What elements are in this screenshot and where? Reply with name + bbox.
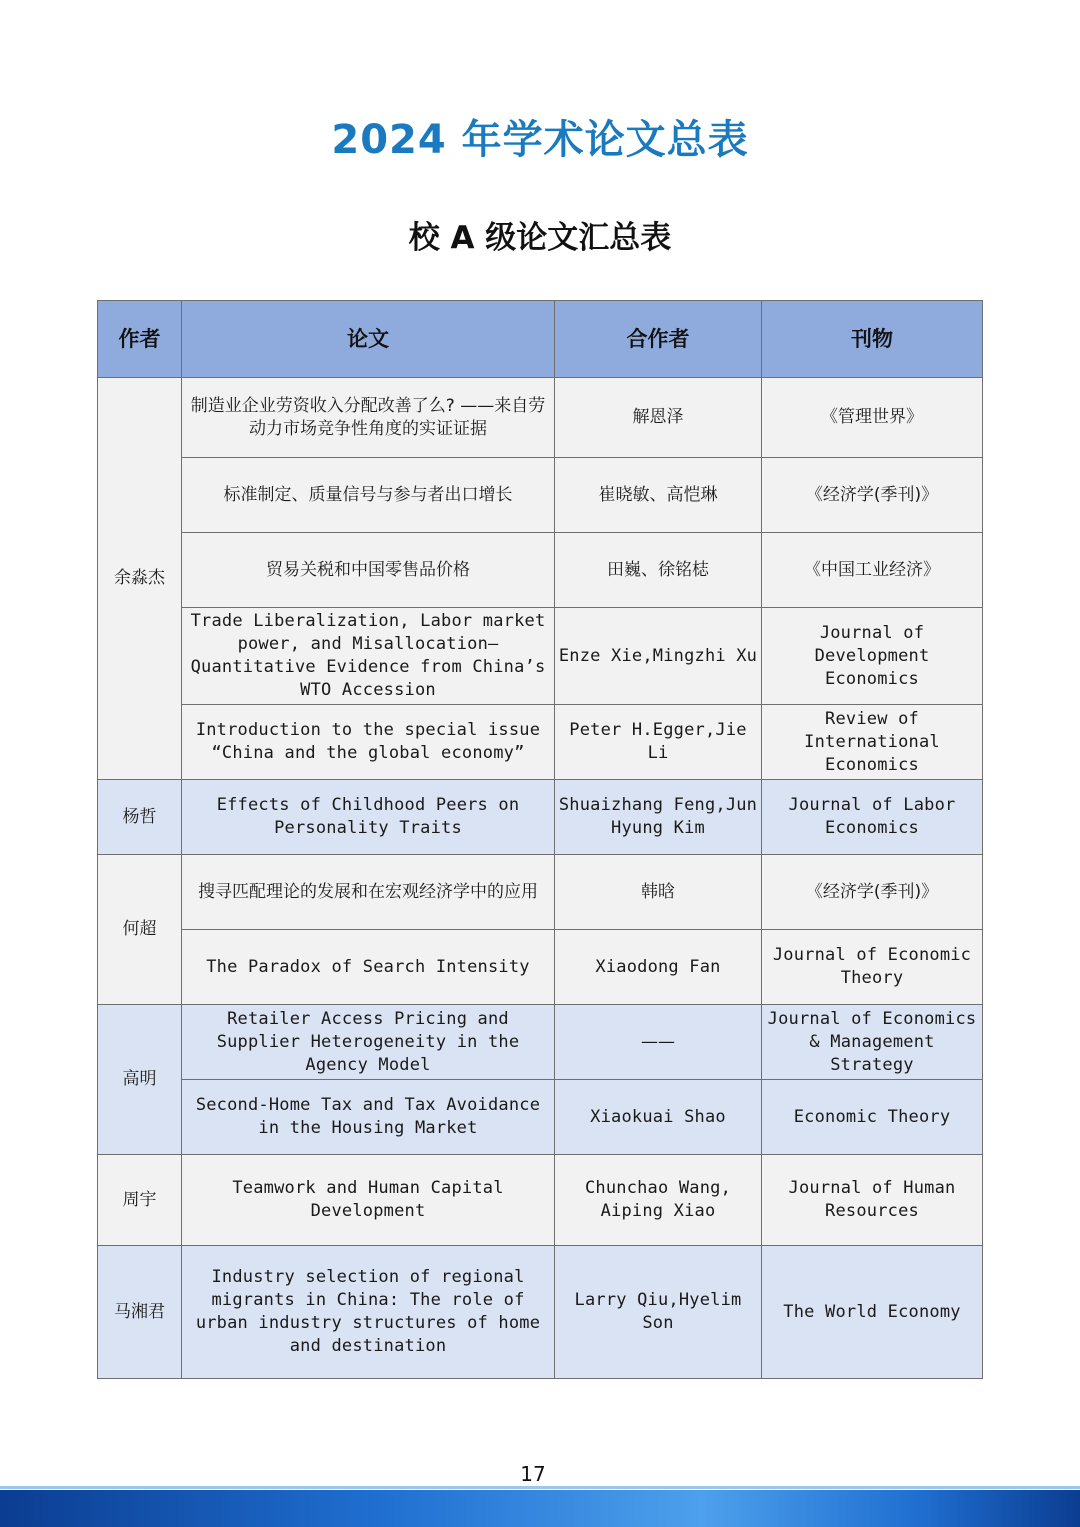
journal-cell: Journal of Economics & Management Strategy bbox=[762, 1005, 983, 1080]
author-cell: 何超 bbox=[98, 855, 182, 1005]
coauthors-cell: 崔晓敏、高恺琳 bbox=[555, 458, 762, 533]
coauthors-cell: Chunchao Wang, Aiping Xiao bbox=[555, 1155, 762, 1246]
table-row bbox=[98, 1246, 983, 1379]
coauthors-cell: —— bbox=[555, 1005, 762, 1080]
table-row bbox=[98, 1080, 983, 1155]
coauthors-cell: Xiaokuai Shao bbox=[555, 1080, 762, 1155]
table-row bbox=[98, 1005, 983, 1080]
coauthors-cell: Xiaodong Fan bbox=[555, 930, 762, 1005]
journal-cell: 《管理世界》 bbox=[762, 378, 983, 458]
table-row bbox=[98, 855, 983, 930]
table-row bbox=[98, 705, 983, 780]
paper-cell: 搜寻匹配理论的发展和在宏观经济学中的应用 bbox=[182, 855, 555, 930]
journal-cell: Journal of Human Resources bbox=[762, 1155, 983, 1246]
journal-cell: Economic Theory bbox=[762, 1080, 983, 1155]
paper-cell: Effects of Childhood Peers on Personality Traits bbox=[182, 780, 555, 855]
journal-cell: Journal of Economic Theory bbox=[762, 930, 983, 1005]
coauthors-cell: 韩晗 bbox=[555, 855, 762, 930]
coauthors-cell: Peter H.Egger,Jie Li bbox=[555, 705, 762, 780]
header-coauthors: 合作者 bbox=[555, 301, 762, 378]
paper-cell: Industry selection of regional migrants in China: The role of urban industry structures of home and destination bbox=[182, 1246, 555, 1379]
paper-cell: Teamwork and Human Capital Development bbox=[182, 1155, 555, 1246]
coauthors-cell: Enze Xie,Mingzhi Xu bbox=[555, 608, 762, 705]
table-row bbox=[98, 533, 983, 608]
table-row bbox=[98, 930, 983, 1005]
header-journal: 刊物 bbox=[762, 301, 983, 378]
author-cell: 高明 bbox=[98, 1005, 182, 1155]
table-row bbox=[98, 1155, 983, 1246]
coauthors-cell: Shuaizhang Feng,Jun Hyung Kim bbox=[555, 780, 762, 855]
journal-cell: Journal of Development Economics bbox=[762, 608, 983, 705]
table-row bbox=[98, 780, 983, 855]
coauthors-cell: 田巍、徐铭梽 bbox=[555, 533, 762, 608]
author-cell: 马湘君 bbox=[98, 1246, 182, 1379]
page-number: 17 bbox=[520, 1462, 546, 1486]
author-cell: 杨哲 bbox=[98, 780, 182, 855]
journal-cell: Journal of Labor Economics bbox=[762, 780, 983, 855]
table-row bbox=[98, 378, 983, 458]
table-row bbox=[98, 608, 983, 705]
journal-cell: 《中国工业经济》 bbox=[762, 533, 983, 608]
footer-gradient-bar bbox=[0, 1490, 1080, 1527]
journal-cell: The World Economy bbox=[762, 1246, 983, 1379]
paper-cell: Trade Liberalization, Labor market power, and Misallocation— Quantitative Evidence from China’s WTO Accession bbox=[182, 608, 555, 705]
paper-cell: The Paradox of Search Intensity bbox=[182, 930, 555, 1005]
coauthors-cell: 解恩泽 bbox=[555, 378, 762, 458]
table-row bbox=[98, 458, 983, 533]
paper-cell: 标准制定、质量信号与参与者出口增长 bbox=[182, 458, 555, 533]
table-header-row bbox=[98, 301, 983, 378]
author-cell: 周宇 bbox=[98, 1155, 182, 1246]
journal-cell: 《经济学(季刊)》 bbox=[762, 855, 983, 930]
journal-cell: Review of International Economics bbox=[762, 705, 983, 780]
table-title: 校 A 级论文汇总表 bbox=[408, 220, 672, 256]
papers-table bbox=[97, 300, 983, 1379]
header-author: 作者 bbox=[98, 301, 182, 378]
header-paper: 论文 bbox=[182, 301, 555, 378]
paper-cell: Introduction to the special issue “China and the global economy” bbox=[182, 705, 555, 780]
paper-cell: Second-Home Tax and Tax Avoidance in the Housing Market bbox=[182, 1080, 555, 1155]
footer-accent-line bbox=[0, 1486, 1080, 1489]
author-cell: 余淼杰 bbox=[98, 378, 182, 780]
paper-cell: 贸易关税和中国零售品价格 bbox=[182, 533, 555, 608]
coauthors-cell: Larry Qiu,Hyelim Son bbox=[555, 1246, 762, 1379]
paper-cell: Retailer Access Pricing and Supplier Heterogeneity in the Agency Model bbox=[182, 1005, 555, 1080]
journal-cell: 《经济学(季刊)》 bbox=[762, 458, 983, 533]
page-title: 2024 年学术论文总表 bbox=[331, 117, 749, 163]
paper-cell: 制造业企业劳资收入分配改善了么? ——来自劳动力市场竞争性角度的实证证据 bbox=[182, 378, 555, 458]
